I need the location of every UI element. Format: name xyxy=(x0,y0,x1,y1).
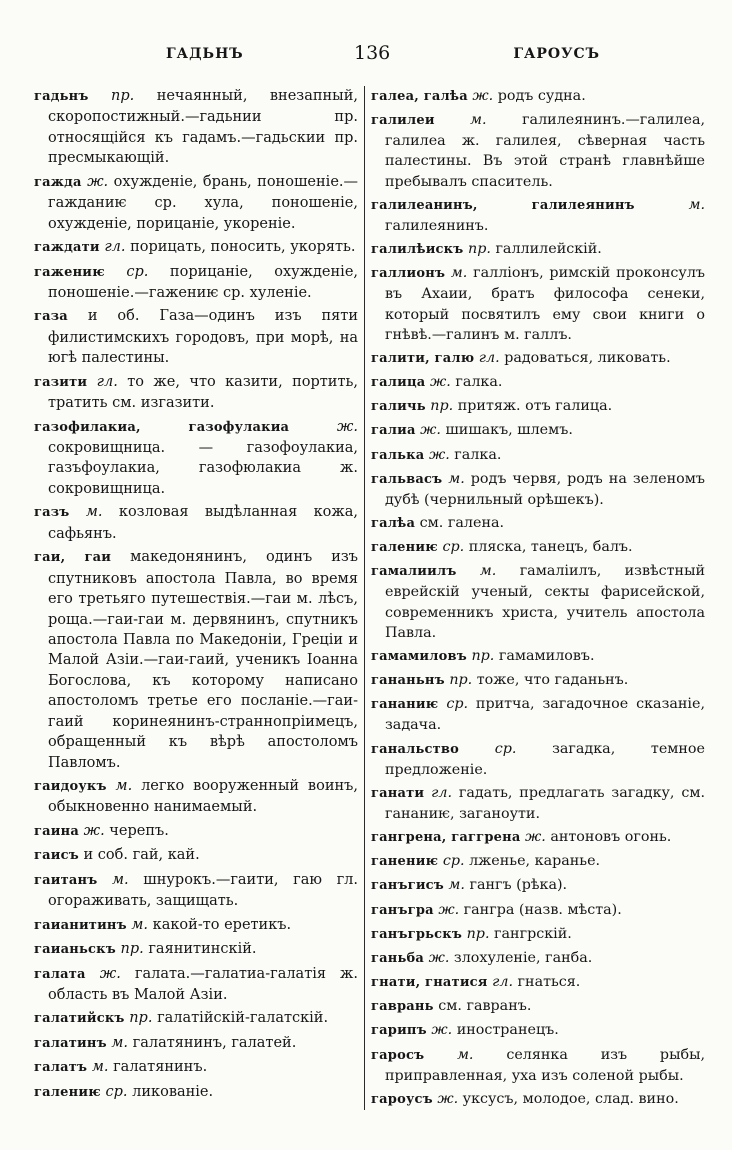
entry-grammar-label: м. xyxy=(448,877,465,894)
dictionary-entry xyxy=(371,1045,705,1086)
entry-definition: и соб. гай, кай. xyxy=(83,847,200,864)
entry-definition: галка. xyxy=(455,374,503,391)
dictionary-entry xyxy=(371,195,705,236)
entry-grammar-label: ж. xyxy=(428,949,450,966)
dictionary-entry xyxy=(34,306,358,368)
entry-grammar-label: м. xyxy=(115,778,133,794)
entry-definition: галлилейскій. xyxy=(495,241,602,258)
dictionary-entry xyxy=(34,502,358,544)
entry-grammar-label: м. xyxy=(112,871,129,888)
entry-grammar-label: гл. xyxy=(96,373,118,390)
left-column xyxy=(34,86,358,1106)
dictionary-entry xyxy=(34,964,358,1006)
entry-grammar-label: гл. xyxy=(478,349,500,366)
entry-definition: иностранецъ. xyxy=(456,1022,559,1039)
right-column xyxy=(371,86,705,1113)
dictionary-entry xyxy=(371,670,705,691)
header-left-word: ГАДЬНЪ xyxy=(166,46,244,62)
entry-definition: порицать, поносить, укорять. xyxy=(130,239,356,256)
entry-grammar-label: пр. xyxy=(471,647,495,664)
entry-headword: ганениѥ xyxy=(371,854,439,870)
entry-grammar-label: ж. xyxy=(83,822,105,839)
entry-headword: галѣа xyxy=(371,515,416,531)
entry-definition: македонянинъ, одинъ изъ спутниковъ апостола Павла, во время его третьяго путешествія.—гаи м. лѣсъ, роща.—гаи-гаи м. дервянинъ, спутникъ апостола Павла по Македоніи, Греціи и Малой Азіи.—гаи-гаий, ученикъ Іоанна Богослова, къ которому написано апостоломъ третье его посланіе.—гаи-гаий коринеянинъ-страннопріимецъ, обращенный къ вѣрѣ апостоломъ Павломъ. xyxy=(48,549,359,771)
entry-definition: гамамиловъ. xyxy=(498,647,595,664)
entry-grammar-label: м. xyxy=(131,916,149,933)
entry-grammar-label: м. xyxy=(457,1046,474,1063)
entry-definition: пляска, танецъ, балъ. xyxy=(468,539,633,556)
entry-definition: гнаться. xyxy=(517,974,581,991)
entry-headword: ганати xyxy=(371,785,425,801)
entry-definition: галатянинъ. xyxy=(113,1059,208,1076)
entry-grammar-label: пр. xyxy=(449,672,473,689)
entry-definition: гангъ (рѣка). xyxy=(469,877,568,894)
dictionary-entry xyxy=(34,821,358,842)
entry-definition: загадка, темное предложеніе. xyxy=(385,740,706,778)
dictionary-entry xyxy=(371,900,705,921)
dictionary-entry xyxy=(371,739,705,780)
entry-headword: галилеанинъ, галилеянинъ xyxy=(371,197,635,213)
dictionary-entry xyxy=(371,561,705,643)
dictionary-entry xyxy=(34,547,358,773)
entry-grammar-label: м. xyxy=(470,112,487,129)
entry-headword: гаисъ xyxy=(34,848,79,864)
entry-definition: гангра (назв. мѣста). xyxy=(463,901,622,918)
entry-headword: ганальство xyxy=(371,741,459,757)
entry-definition: легко вооруженный воинъ, обыкновенно нанимаемый. xyxy=(48,778,358,816)
entry-grammar-label: гл. xyxy=(431,784,452,801)
entry-definition: галата.—галатиа-галатія ж. область въ Малой Азіи. xyxy=(48,965,359,1003)
entry-grammar-label: м. xyxy=(111,1034,129,1051)
dictionary-entry xyxy=(34,1057,358,1078)
entry-grammar-label: ж. xyxy=(99,965,121,982)
entry-headword: газъ xyxy=(34,505,70,521)
entry-headword: ганъгрьскъ xyxy=(371,926,463,942)
entry-headword: галатинъ xyxy=(34,1035,107,1051)
entry-definition: сокровищница. — газофоулакиа, газъфоулакиа, газофюлакиа ж. сокровищница. xyxy=(48,440,358,497)
entry-headword: гарипъ xyxy=(371,1023,427,1039)
entry-grammar-label: ср. xyxy=(446,696,469,713)
entry-headword: гаидоукъ xyxy=(34,779,107,794)
dictionary-entry xyxy=(34,417,358,500)
entry-grammar-label: ж. xyxy=(428,446,450,463)
entry-headword: гаианитинъ xyxy=(34,917,127,933)
dictionary-entry xyxy=(371,348,705,369)
entry-grammar-label: гл. xyxy=(492,974,513,991)
entry-definition: охужденіе, брань, поношеніе.—гажданиѥ ср. хула, поношеніе, охужденіе, порицаніе, укореніе. xyxy=(48,173,359,232)
entry-headword: ганъгисъ xyxy=(371,878,444,894)
entry-grammar-label: м. xyxy=(91,1059,109,1076)
dictionary-entry xyxy=(371,1089,705,1110)
dictionary-entry xyxy=(34,1082,358,1103)
entry-definition: нечаянный, внезапный, скоропостижный.—гадьнии пр. относящійся къ гадамъ.—гадьскии пр. пресмыкающій. xyxy=(48,88,358,167)
dictionary-entry xyxy=(34,172,358,234)
entry-grammar-label: ср. xyxy=(442,853,465,870)
entry-headword: гамалиилъ xyxy=(371,564,457,580)
entry-headword: галеа, галѣа xyxy=(371,89,468,104)
entry-definition: см. гавранъ. xyxy=(438,998,532,1015)
entry-headword: галилеи xyxy=(371,113,435,129)
entry-grammar-label: пр. xyxy=(111,88,135,104)
header-right-word: ГАРОУСЪ xyxy=(513,46,600,62)
entry-headword: газофилакиа, газофулакиа xyxy=(34,419,290,435)
dictionary-entry xyxy=(371,875,705,896)
entry-definition: гаянитинскій. xyxy=(148,941,257,958)
entry-headword: ганъгра xyxy=(371,902,434,918)
entry-grammar-label: ж. xyxy=(431,1022,453,1039)
dictionary-entry xyxy=(34,915,358,936)
entry-headword: гангрена, гаггрена xyxy=(371,830,521,846)
dictionary-entry xyxy=(34,237,358,258)
entry-definition: злохуленіе, ганба. xyxy=(453,949,593,966)
entry-definition: родъ червя, родъ на зеленомъ дубѣ (чернильный орѣшекъ). xyxy=(385,470,705,508)
entry-headword: гамамиловъ xyxy=(371,648,467,664)
entry-headword: галатийскъ xyxy=(34,1011,125,1027)
entry-headword: гажда xyxy=(34,174,82,190)
entry-definition: радоваться, ликовать. xyxy=(504,349,671,366)
running-head xyxy=(34,44,704,70)
dictionary-entry xyxy=(371,372,705,393)
entry-definition: какой-то еретикъ. xyxy=(152,916,292,933)
entry-grammar-label: ср. xyxy=(494,740,517,757)
entry-grammar-label: м. xyxy=(479,563,497,580)
entry-definition: галатійскій-галатскій. xyxy=(157,1010,329,1027)
entry-definition: родъ судна. xyxy=(497,88,586,104)
dictionary-entry xyxy=(34,870,358,912)
entry-headword: гадьнъ xyxy=(34,89,89,104)
entry-grammar-label: м. xyxy=(688,196,705,213)
dictionary-entry xyxy=(371,396,705,417)
entry-headword: газа xyxy=(34,309,68,325)
entry-definition: галліонъ, римскій проконсулъ въ Ахаии, братъ философа сенеки, который посвятилъ ему свои книги о гнѣвѣ.—галинъ м. галлъ. xyxy=(385,265,706,343)
dictionary-entry xyxy=(371,948,705,969)
entry-headword: галичь xyxy=(371,399,426,415)
entry-headword: галатъ xyxy=(34,1060,88,1076)
dictionary-entry xyxy=(34,262,358,304)
entry-grammar-label: пр. xyxy=(120,941,144,958)
dictionary-entry xyxy=(34,1033,358,1054)
entry-grammar-label: гл. xyxy=(104,239,126,256)
entry-grammar-label: ж. xyxy=(87,173,109,190)
dictionary-entry xyxy=(371,110,705,192)
entry-headword: галениѥ xyxy=(371,540,438,556)
dictionary-entry xyxy=(371,646,705,667)
entry-grammar-label: пр. xyxy=(467,241,491,258)
entry-headword: гальвасъ xyxy=(371,471,443,487)
entry-grammar-label: ср. xyxy=(105,1083,128,1100)
dictionary-entry xyxy=(371,469,705,510)
entry-definition: галка. xyxy=(454,446,502,463)
dictionary-entry xyxy=(371,996,705,1017)
entry-grammar-label: ж. xyxy=(429,374,451,391)
entry-grammar-label: ж. xyxy=(336,418,358,435)
entry-headword: гаина xyxy=(34,823,79,839)
entry-definition: ликованіе. xyxy=(132,1083,214,1100)
entry-grammar-label: ж. xyxy=(525,829,546,846)
entry-headword: гананьнъ xyxy=(371,673,445,689)
entry-definition: см. галена. xyxy=(419,514,505,531)
entry-definition: шишакъ, шлемъ. xyxy=(445,422,573,439)
dictionary-entry xyxy=(371,694,705,735)
entry-headword: гнати, гнатися xyxy=(371,975,488,991)
entry-headword: газити xyxy=(34,374,88,390)
entry-headword: ганьба xyxy=(371,950,425,966)
dictionary-entry xyxy=(371,924,705,945)
dictionary-entry xyxy=(371,851,705,872)
entry-grammar-label: пр. xyxy=(466,925,490,942)
entry-headword: гажениѥ xyxy=(34,264,105,280)
entry-definition: шнурокъ.—гаити, гаю гл. огораживать, защищать. xyxy=(48,871,358,910)
entry-definition: и об. Газа—одинъ изъ пяти филистимскихъ городовъ, при морѣ, на югѣ палестины. xyxy=(48,308,358,367)
entry-grammar-label: пр. xyxy=(430,398,454,415)
entry-grammar-label: ж. xyxy=(437,1090,459,1107)
entry-definition: притча, загадочное сказаніе, задача. xyxy=(385,696,706,734)
entry-grammar-label: пр. xyxy=(129,1010,153,1027)
dictionary-entry xyxy=(371,86,705,107)
entry-definition: козловая выдѣланная кожа, сафьянъ. xyxy=(48,504,358,542)
entry-grammar-label: м. xyxy=(450,265,468,282)
entry-headword: гананиѥ xyxy=(371,697,439,713)
entry-grammar-label: ж. xyxy=(472,88,494,104)
entry-definition: антоновъ огонь. xyxy=(550,829,672,846)
entry-headword: гаврань xyxy=(371,999,434,1015)
entry-definition: то же, что казити, портить, тратить см. изгазити. xyxy=(48,373,358,412)
entry-definition: галатянинъ, галатей. xyxy=(132,1034,297,1051)
entry-headword: гаианьскъ xyxy=(34,942,116,958)
dictionary-entry xyxy=(371,827,705,848)
dictionary-entry xyxy=(34,372,358,414)
entry-headword: галити, галю xyxy=(371,350,475,366)
entry-definition: гамаліилъ, извѣстный еврейскій ученый, секты фарисейской, современникъ христа, учитель апостола Павла. xyxy=(385,563,705,641)
dictionary-entry xyxy=(371,783,705,824)
entry-grammar-label: м. xyxy=(448,470,465,487)
dictionary-entry xyxy=(34,776,358,818)
entry-definition: черепъ. xyxy=(109,822,169,839)
entry-grammar-label: ж. xyxy=(438,901,460,918)
dictionary-entry xyxy=(371,239,705,260)
entry-headword: галица xyxy=(371,375,426,391)
entry-headword: гароусъ xyxy=(371,1091,433,1107)
dictionary-entry xyxy=(371,263,705,345)
page-number: 136 xyxy=(354,42,391,64)
dictionary-entry xyxy=(371,537,705,558)
entry-definition: галилеянинъ. xyxy=(385,217,489,234)
column-divider xyxy=(364,86,365,1110)
entry-definition: галилеянинъ.—галилеа, галилеа ж. галилея, сѣверная часть палестины. Въ этой странѣ главнѣйше пребывалъ спаситель. xyxy=(385,112,706,190)
entry-headword: галилѣискъ xyxy=(371,242,464,258)
entry-headword: гаждати xyxy=(34,240,100,256)
entry-grammar-label: ср. xyxy=(442,539,465,556)
entry-headword: галлионъ xyxy=(371,266,446,282)
dictionary-entry xyxy=(34,939,358,960)
entry-definition: уксусъ, молодое, слад. вино. xyxy=(462,1090,679,1107)
entry-definition: лженье, кaранье. xyxy=(469,853,601,870)
entry-headword: гаи, гаи xyxy=(34,550,112,566)
entry-headword: галька xyxy=(371,447,425,463)
dictionary-entry xyxy=(371,1020,705,1041)
entry-headword: галиа xyxy=(371,423,416,439)
dictionary-entry xyxy=(34,845,358,866)
entry-grammar-label: м. xyxy=(85,504,103,521)
entry-definition: селянка изъ рыбы, приправленная, уха изъ соленой рыбы. xyxy=(385,1046,705,1084)
dictionary-entry xyxy=(34,86,358,169)
entry-definition: гангрскій. xyxy=(494,925,572,942)
dictionary-entry xyxy=(371,420,705,441)
entry-headword: гаитанъ xyxy=(34,872,98,888)
entry-grammar-label: ср. xyxy=(126,263,149,280)
dictionary-entry xyxy=(371,445,705,466)
entry-definition: порицаніе, охужденіе, поношеніе.—гажениѥ ср. хуленіе. xyxy=(48,263,359,301)
entry-definition: тоже, что гаданьнъ. xyxy=(476,672,629,689)
entry-headword: галениѥ xyxy=(34,1084,101,1100)
entry-headword: галата xyxy=(34,966,86,982)
dictionary-entry xyxy=(371,513,705,534)
entry-grammar-label: ж. xyxy=(420,422,441,439)
dictionary-entry xyxy=(34,1008,358,1029)
entry-headword: гаросъ xyxy=(371,1047,425,1063)
entry-definition: гадать, предлагать загадку, см. гананиѥ, заганоути. xyxy=(385,784,705,822)
dictionary-entry xyxy=(371,972,705,993)
entry-definition: притяж. отъ галица. xyxy=(457,398,613,415)
